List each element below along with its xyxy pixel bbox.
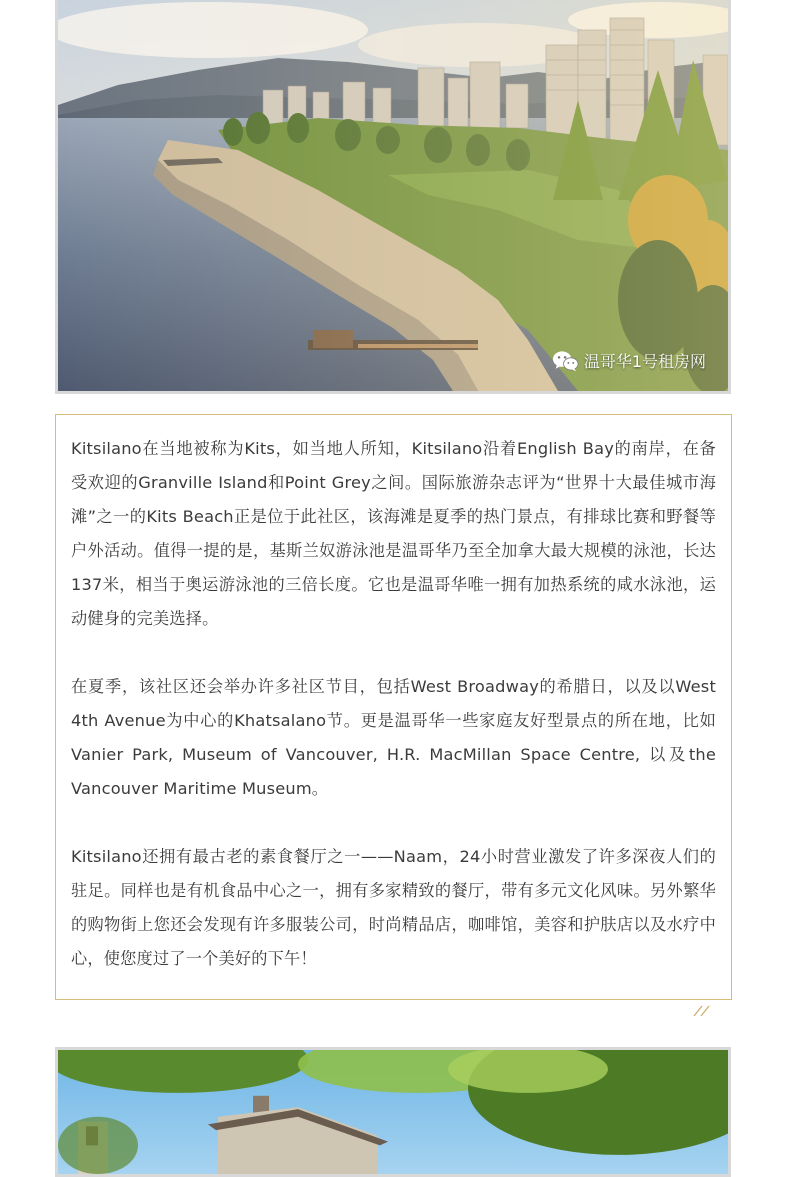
house-illustration: [58, 1050, 728, 1174]
watermark-text: 温哥华1号租房网: [583, 352, 706, 371]
article-paragraph-3: Kitsilano还拥有最古老的素食餐厅之一——Naam，24小时营业激发了许多深夜人们的驻足。同样也是有机食品中心之一，拥有多家精致的餐厅，带有多元文化风味。另外繁华的购物街上您还会发现有许多服装公司，时尚精品店，咖啡馆，美容和护肤店以及水疗中心，使您度过了一个美好的下午！: [71, 847, 716, 968]
double-slash-icon: [692, 1003, 712, 1017]
article-text-card: [55, 414, 732, 1000]
kitsilano-beach-illustration: [58, 0, 728, 391]
article-paragraph-2: 在夏季，该社区还会举办许多社区节目，包括West Broadway的希腊日，以及以West 4th Avenue为中心的Khatsalano节。更是温哥华一些家庭友好型景点的所在地，比如Vanier Park, Museum of Vancouver, H.R. MacMillan Space Centre, 以及the Vancouver Maritime Museum。: [71, 677, 716, 798]
wechat-icon: [552, 350, 579, 372]
article-paragraph-1: Kitsilano在当地被称为Kits，如当地人所知，Kitsilano沿着English Bay的南岸，在备受欢迎的Granville Island和Point Grey之间。国际旅游杂志评为“世界十大最佳城市海滩”之一的Kits Beach正是位于此社区，该海滩是夏季的热门景点，有排球比赛和野餐等户外活动。值得一提的是，基斯兰奴游泳池是温哥华乃至全加拿大最大规模的泳池，长达137米，相当于奥运游泳池的三倍长度。它也是温哥华唯一拥有加热系统的咸水泳池，运动健身的完美选择。: [71, 439, 716, 628]
watermark: [552, 349, 706, 372]
kitsilano-beach-photo[interactable]: [55, 0, 731, 394]
house-photo[interactable]: [55, 1047, 731, 1177]
